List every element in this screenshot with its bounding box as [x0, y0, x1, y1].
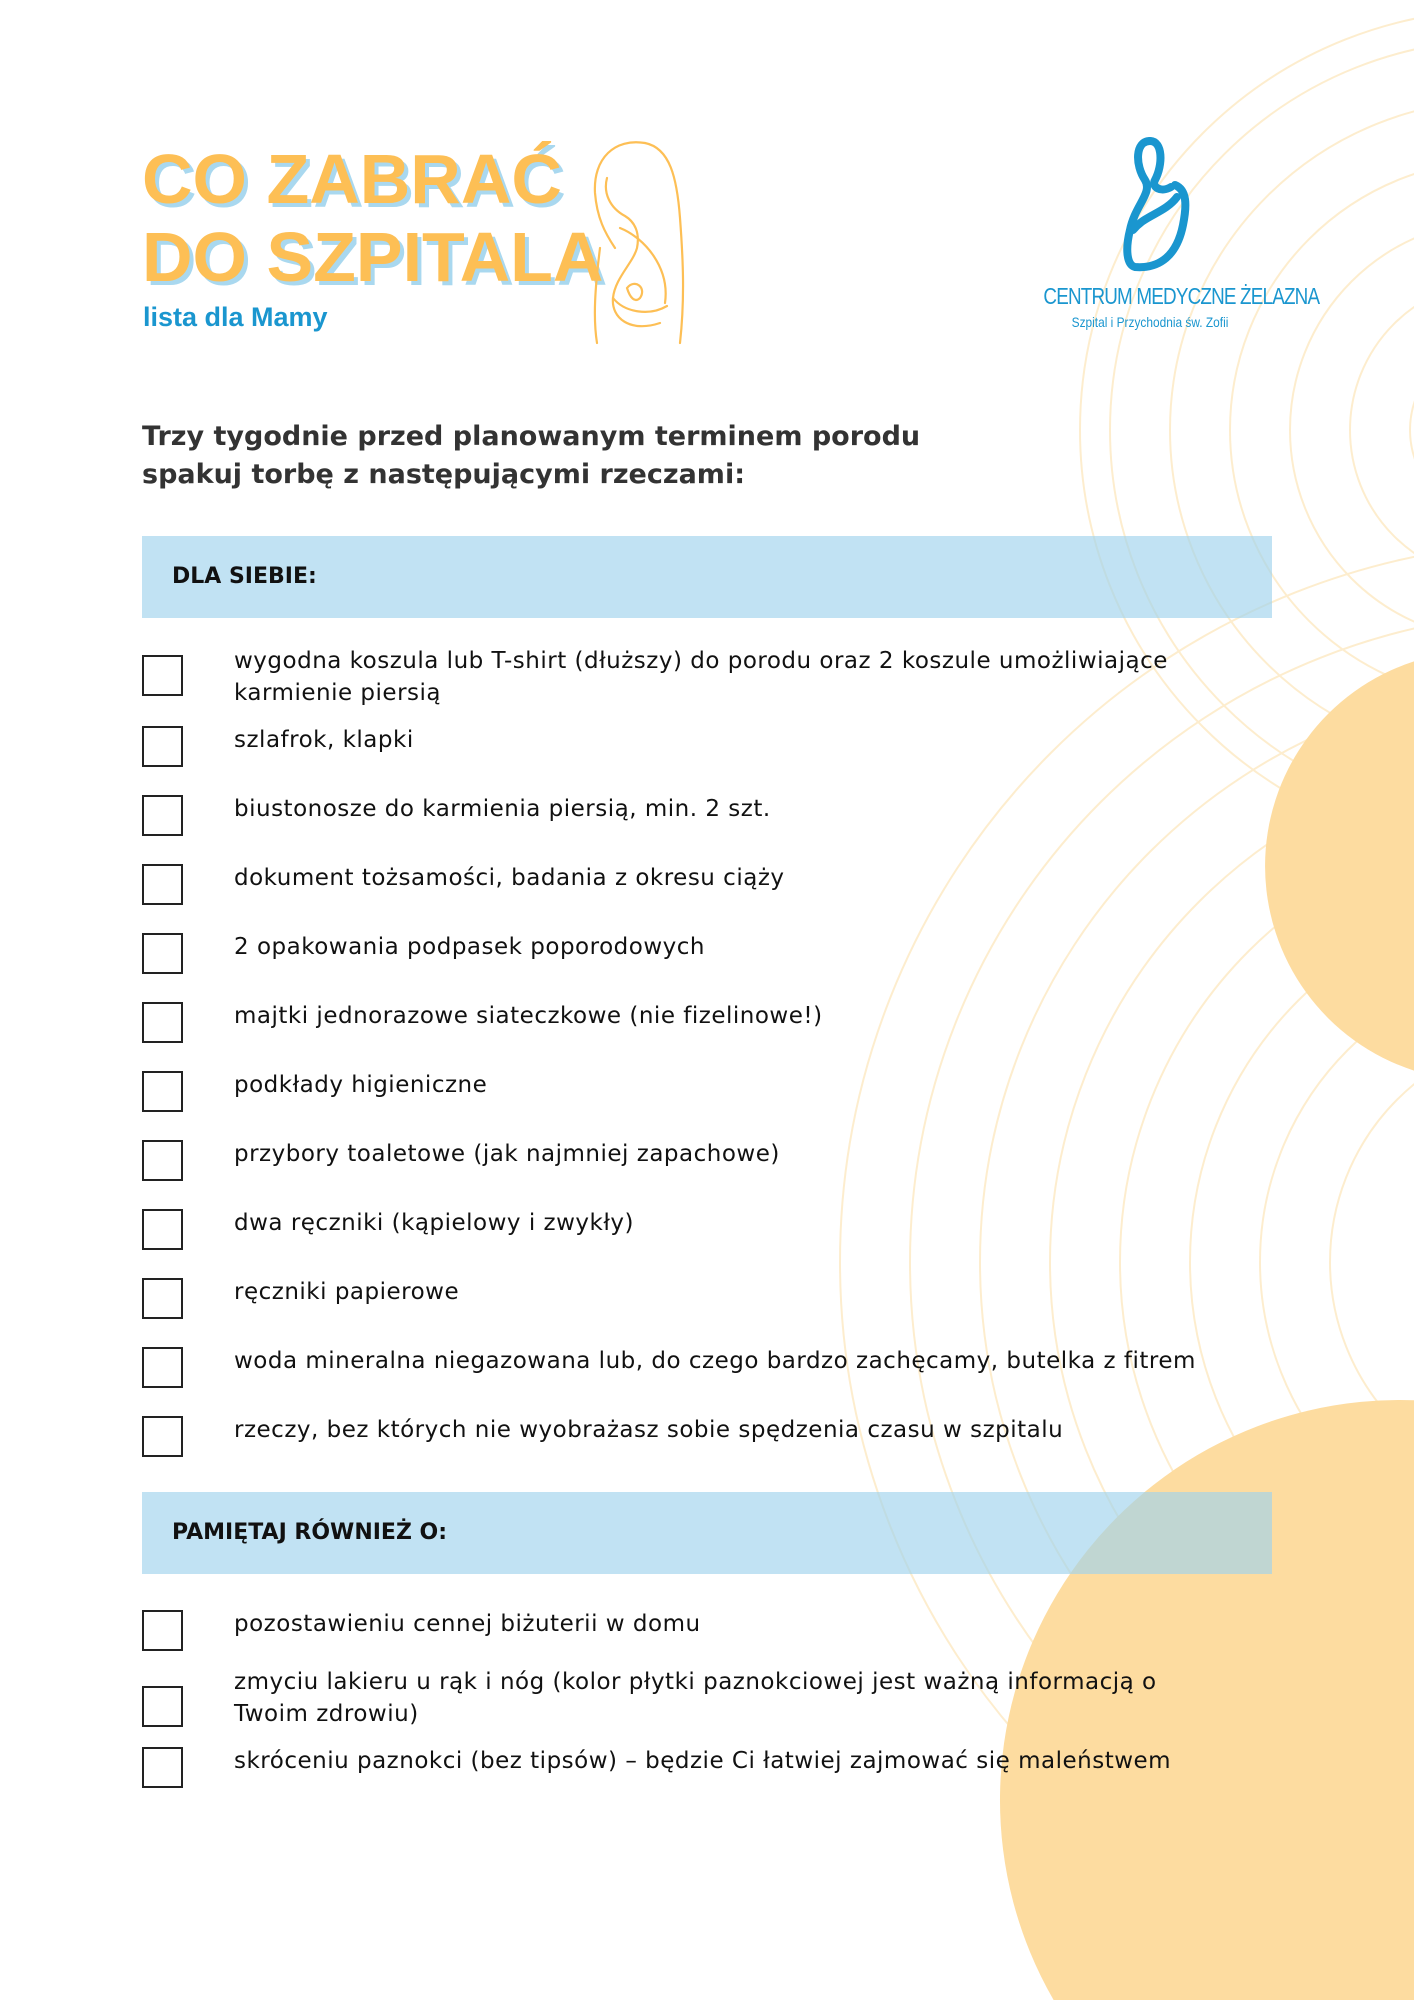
clinic-name: CENTRUM MEDYCZNE ŻELAZNA	[1043, 283, 1320, 309]
checklist-item-label: ręczniki papierowe	[234, 1279, 460, 1305]
checklist-item-label: szlafrok, klapki	[234, 727, 414, 753]
title-line-1: CO ZABRAĆ	[142, 140, 562, 218]
clinic-logo	[1020, 135, 1320, 330]
checkbox[interactable]	[142, 1347, 183, 1388]
checkbox[interactable]	[142, 1071, 183, 1112]
checkbox[interactable]	[142, 1610, 183, 1651]
checklist-item-label: woda mineralna niegazowana lub, do czego bardzo zachęcamy, butelka z fitrem	[234, 1348, 1196, 1374]
checkbox[interactable]	[142, 1416, 183, 1457]
checkbox[interactable]	[142, 1140, 183, 1181]
section-header-dla-siebie	[142, 536, 1272, 618]
decorative-circle	[1265, 661, 1414, 1070]
section-heading: PAMIĘTAJ RÓWNIEŻ O:	[172, 1520, 448, 1545]
checklist-item-label: przybory toaletowe (jak najmniej zapachowe)	[234, 1141, 780, 1167]
subtitle: lista dla Mamy	[143, 302, 328, 332]
checklist-item-label: wygodna koszula lub T-shirt (dłuższy) do porodu oraz 2 koszule umożliwiające karmienie piersią	[234, 648, 1168, 706]
checklist-item-label: dwa ręczniki (kąpielowy i zwykły)	[234, 1210, 634, 1236]
checklist-item-label: rzeczy, bez których nie wyobrażasz sobie spędzenia czasu w szpitalu	[234, 1417, 1064, 1443]
checklist-item-label: podkłady higieniczne	[234, 1072, 488, 1098]
checklist-item-label: biustonosze do karmienia piersią, min. 2 szt.	[234, 796, 771, 822]
intro-line-1: Trzy tygodnie przed planowanym terminem porodu	[142, 421, 921, 452]
intro-line-2: spakuj torbę z następującymi rzeczami:	[142, 459, 745, 490]
title-line-2: DO SZPITALA	[142, 218, 604, 296]
checkbox[interactable]	[142, 1278, 183, 1319]
intro-text	[142, 418, 920, 494]
checkbox[interactable]	[142, 1209, 183, 1250]
checkbox[interactable]	[142, 1747, 183, 1788]
checklist-item-label: dokument tożsamości, badania z okresu ciąży	[234, 865, 785, 891]
clinic-tagline: Szpital i Przychodnia św. Zofii	[1071, 314, 1229, 330]
checkbox[interactable]	[142, 655, 183, 696]
checkbox[interactable]	[142, 933, 183, 974]
section-header-pamietaj	[142, 1492, 1272, 1574]
mother-and-child-icon	[1105, 135, 1195, 275]
page-title	[142, 140, 603, 296]
checkbox[interactable]	[142, 1002, 183, 1043]
checkbox[interactable]	[142, 726, 183, 767]
checkbox[interactable]	[142, 864, 183, 905]
checklist-item-label: skróceniu paznokci (bez tipsów) – będzie Ci łatwiej zajmować się maleństwem	[234, 1748, 1172, 1774]
checklist-item-label: pozostawieniu cennej biżuterii w domu	[234, 1611, 701, 1637]
checklist-item-label: zmyciu lakieru u rąk i nóg (kolor płytki paznokciowej jest ważną informacją o Twoim zdrowiu)	[234, 1669, 1157, 1727]
checklist-item-label: 2 opakowania podpasek poporodowych	[234, 934, 705, 960]
section-heading: DLA SIEBIE:	[172, 564, 317, 589]
checkbox[interactable]	[142, 1686, 183, 1727]
pregnant-woman-illustration-icon	[585, 138, 695, 348]
checklist-item-label: majtki jednorazowe siateczkowe (nie fizelinowe!)	[234, 1003, 823, 1029]
checkbox[interactable]	[142, 795, 183, 836]
